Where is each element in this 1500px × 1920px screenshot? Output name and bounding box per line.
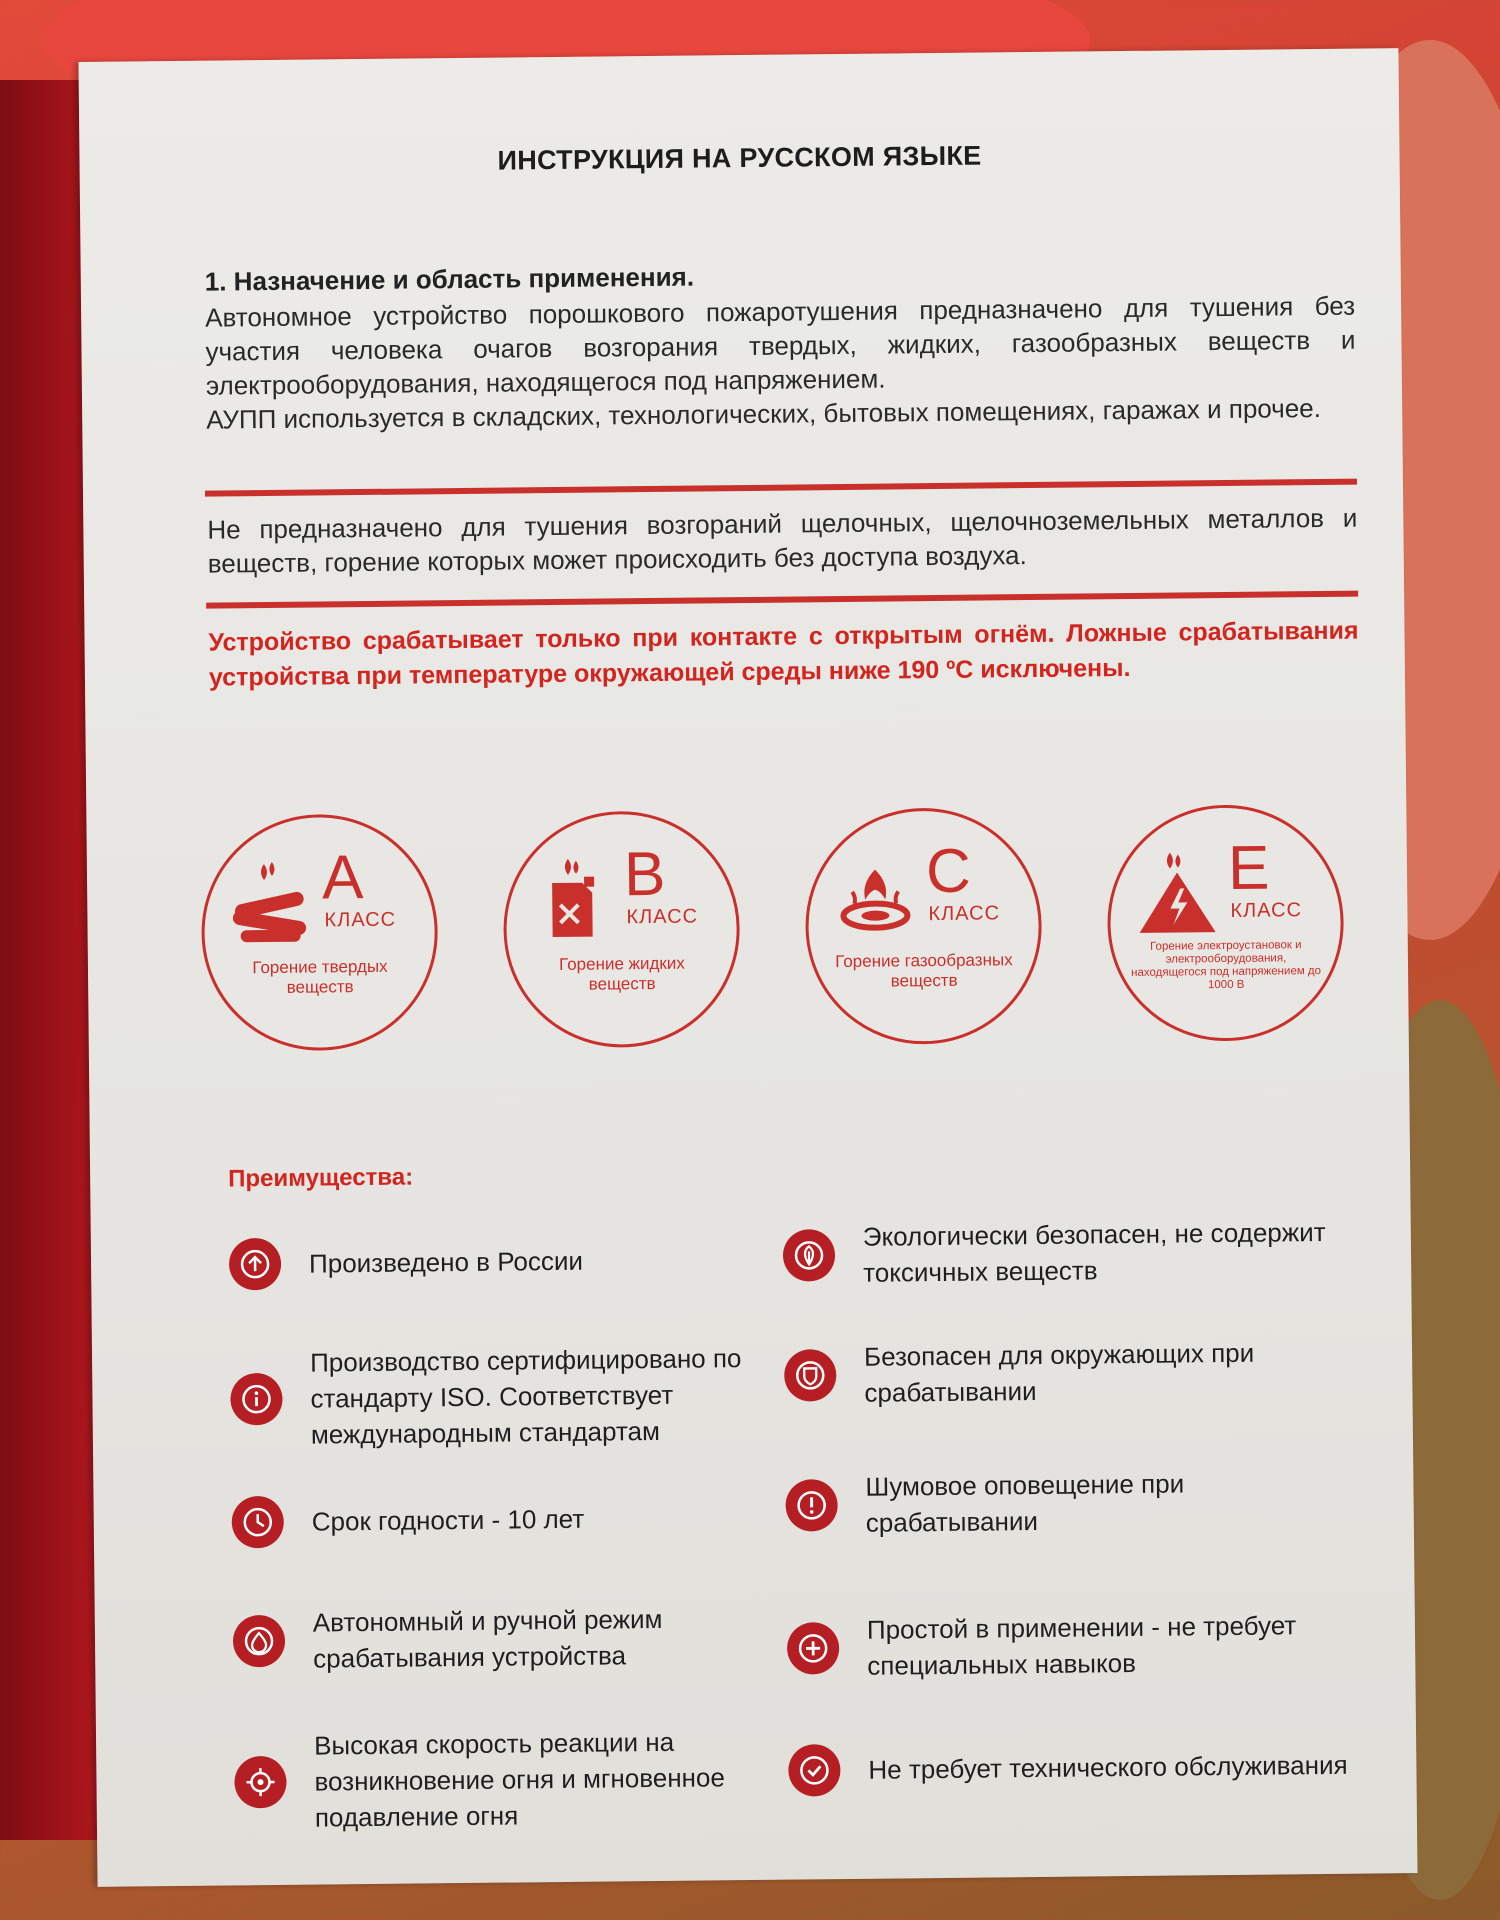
advantage-item (230, 1340, 791, 1454)
advantage-text: Высокая скорость реакции на возникновение огня и мгновенное подавление огня (313, 1726, 726, 1833)
alert-icon (785, 1479, 838, 1532)
page-title: ИНСТРУКЦИЯ НА РУССКОМ ЯЗЫКЕ (497, 140, 982, 176)
class-e-word: КЛАСС (1230, 899, 1303, 922)
section-body (205, 289, 1356, 437)
class-a-description: Горение твердых веществ (252, 956, 388, 997)
class-c-description: Горение газообразных веществ (835, 950, 1013, 991)
advantage-text: Производство сертифицировано по стандарту ISO. Соответствует международным стандартам (309, 1343, 742, 1450)
advantage-item (232, 1491, 793, 1549)
advantage-text: Автономный и ручной режим срабатывания устройства (312, 1603, 663, 1674)
class-c-word: КЛАСС (928, 902, 1001, 926)
advantage-text: Не требует технического обслуживания (868, 1749, 1348, 1785)
advantage-text: Безопасен для окружающих при срабатывании (863, 1337, 1255, 1408)
advantage-text: Срок годности - 10 лет (311, 1503, 585, 1537)
class-b-word: КЛАСС (626, 905, 699, 929)
fire-classes (200, 803, 1373, 1065)
class-e-description: Горение электроустановок и электрооборудования, находящегося под напряжением до 1000 В (1131, 939, 1322, 992)
advantage-item (233, 1600, 794, 1678)
section-paragraph-1: Автономное устройство порошкового пожаротушения предназначено для тушения без участия человека очагов возгорания твердых, жидких, газообразных веществ и электрооборудования, находящегося под напряжением. (205, 290, 1356, 401)
class-a-letter: A (321, 843, 364, 913)
restriction-note: Не предназначено для тушения возгораний щелочных, щелочноземельных металлов и веществ, горение которых может происходить без доступа воздуха. (207, 502, 1358, 579)
instruction-page (78, 48, 1417, 1887)
logs-fire-icon (226, 858, 317, 949)
check-icon (788, 1744, 841, 1797)
advantage-text: Простой в применении - не требует специальных навыков (866, 1610, 1297, 1681)
section-paragraph-2: АУПП используется в складских, технологических, бытовых помещениях, гаражах и прочее. (206, 392, 1322, 435)
section-heading: 1. Назначение и область применения. (204, 261, 695, 297)
advantage-item (784, 1334, 1345, 1412)
advantage-text: Шумовое оповещение при срабатывании (865, 1468, 1185, 1538)
gas-burner-icon (830, 851, 921, 942)
class-b-badge (502, 810, 740, 1048)
info-icon (230, 1373, 283, 1426)
arrow-up-circle-icon (229, 1238, 282, 1291)
class-b-letter: B (623, 839, 666, 910)
advantage-item (234, 1723, 795, 1837)
advantage-item (788, 1739, 1349, 1797)
divider-bottom (206, 591, 1358, 609)
drop-icon (233, 1615, 286, 1668)
advantage-text: Произведено в России (308, 1245, 584, 1279)
target-icon (234, 1756, 287, 1809)
warning-text: Устройство срабатывает только при контакте с открытым огнём. Ложные срабатывания устройства при температуре окружающей среды ниже 190 ºС исключены. (208, 616, 1359, 692)
divider-top (205, 479, 1357, 497)
class-a-badge (200, 813, 438, 1051)
advantage-item (229, 1233, 790, 1291)
class-b-description: Горение жидких веществ (558, 953, 685, 994)
class-c-badge (804, 807, 1042, 1045)
leaf-icon (783, 1229, 836, 1282)
shield-icon (784, 1349, 837, 1402)
high-voltage-icon (1132, 848, 1223, 939)
advantage-item (785, 1464, 1346, 1542)
canister-fire-icon (528, 854, 619, 945)
advantage-item (787, 1607, 1348, 1685)
advantage-text: Экологически безопасен, не содержит токсичных веществ (862, 1216, 1326, 1288)
clock-icon (232, 1496, 285, 1549)
advantage-item (783, 1214, 1344, 1292)
advantages-title: Преимущества: (228, 1163, 414, 1193)
class-e-badge (1106, 804, 1344, 1042)
class-e-letter: E (1227, 833, 1270, 903)
class-a-word: КЛАСС (324, 908, 397, 932)
plus-icon (787, 1622, 840, 1675)
class-c-letter: C (925, 836, 972, 907)
